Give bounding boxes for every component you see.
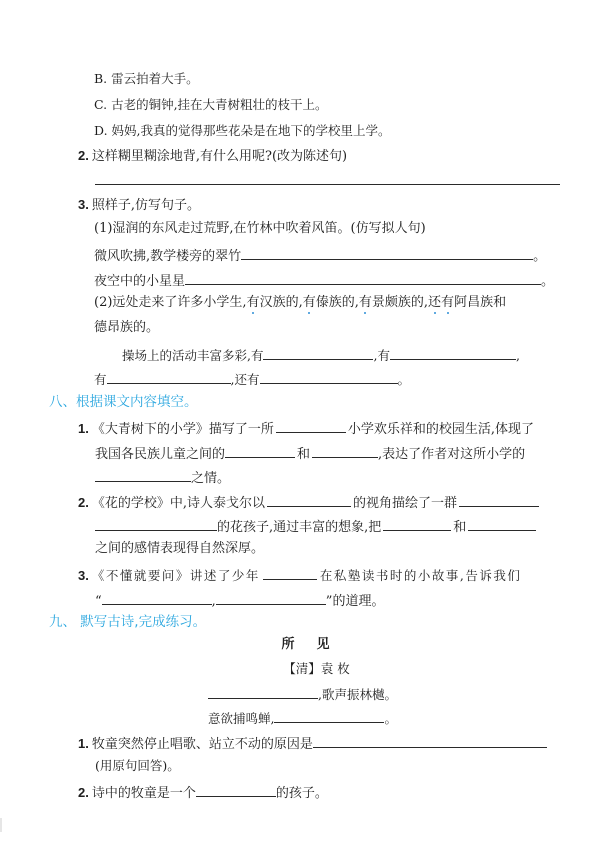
answer-blank[interactable]	[274, 708, 384, 723]
question-number: 1.	[78, 736, 89, 751]
s8-question-2-line3	[95, 540, 264, 558]
prompt-text: 汉族的,	[259, 295, 303, 310]
answer-blank[interactable]	[107, 369, 231, 384]
s8-question-1-line2	[95, 443, 525, 461]
prefix-text: 微风吹拂,教学楼旁的翠竹	[94, 249, 242, 264]
q3-part1-prompt	[94, 220, 426, 238]
s8-question-2-line1	[78, 492, 539, 510]
mid-text: ,还有	[230, 372, 260, 387]
question-number: 1.	[78, 421, 89, 436]
prompt-text: (2)远处走来了许多小学生,	[94, 295, 247, 310]
question-number: 3.	[78, 197, 89, 212]
mid-text: ,有	[373, 348, 390, 363]
answer-blank[interactable]	[263, 345, 373, 360]
poem-text: 意欲捕鸣蝉,	[208, 711, 275, 726]
q3-part2-prompt	[94, 294, 506, 312]
suffix-text: ,	[515, 348, 520, 363]
suffix-text: 。	[541, 274, 555, 289]
emphasized-char: 还	[428, 295, 442, 310]
text: (用原句回答)。	[95, 758, 180, 773]
question-text: 照样子,仿写句子。	[91, 198, 200, 213]
text: ,	[211, 594, 216, 609]
answer-blank[interactable]	[263, 565, 317, 580]
prefix-text: 夜空中的小星星	[94, 274, 186, 289]
s8-question-1-line1	[78, 418, 534, 436]
text: 和	[453, 520, 467, 535]
s8-question-3-line2	[95, 590, 384, 608]
q3-part1-line-b	[94, 270, 554, 288]
text: 诗中的牧童是一个	[91, 786, 196, 801]
answer-blank[interactable]	[95, 516, 217, 531]
prompt-text: 景颇族的,	[371, 295, 429, 310]
q3-part2-prompt-cont	[94, 319, 159, 337]
poem-text: 。	[384, 711, 397, 726]
answer-blank[interactable]	[208, 684, 318, 699]
poem-title-text: 所见	[281, 637, 352, 652]
answer-blank[interactable]	[390, 345, 516, 360]
answer-blank[interactable]	[241, 245, 533, 260]
emphasized-char: 有	[302, 295, 316, 310]
prompt-text: (1)湿润的东风走过荒野,在竹林中吹着风笛。(仿写拟人句)	[94, 221, 426, 236]
s9-question-1-line2	[95, 757, 180, 775]
answer-blank[interactable]	[312, 443, 378, 458]
question-3	[78, 196, 200, 214]
question-number: 2.	[78, 785, 89, 800]
answer-blank[interactable]	[313, 733, 547, 748]
text: 和	[297, 447, 311, 462]
poem-author	[10, 660, 613, 679]
answer-line[interactable]	[95, 184, 560, 185]
text: ”的道理。	[325, 594, 385, 609]
option-c	[94, 96, 328, 114]
section-8-title: 八、根据课文内容填空。	[49, 394, 198, 410]
suffix-text: 。	[397, 372, 411, 387]
q3-part2-answer-line1	[122, 345, 520, 363]
q3-part1-line-a	[94, 245, 546, 263]
option-d-text: D. 妈妈,我真的觉得那些花朵是在地下的学校里上学。	[94, 123, 391, 138]
answer-blank[interactable]	[196, 782, 276, 797]
text: 《不懂就要问》讲述了少年	[91, 568, 260, 583]
s8-question-1-line3	[95, 467, 230, 485]
question-number: 3.	[78, 568, 89, 583]
page-edge-mark	[0, 818, 2, 832]
answer-blank[interactable]	[95, 467, 191, 482]
suffix-text: 。	[533, 249, 547, 264]
answer-blank[interactable]	[459, 492, 539, 507]
s9-question-1-line1	[78, 733, 547, 751]
emphasized-char: 有	[246, 295, 260, 310]
s9-question-2-line1	[78, 782, 328, 800]
s8-question-2-line2	[95, 516, 536, 534]
text: 的视角描绘了一群	[352, 496, 457, 511]
text: 在私塾读书时的小故事,告诉我们	[319, 568, 522, 583]
poem-author-text: 【清】袁 枚	[283, 661, 350, 676]
text: 的花孩子,通过丰富的想象,把	[217, 520, 382, 535]
emphasized-char: 有	[358, 295, 372, 310]
text: 小学欢乐祥和的校园生活,体现了	[347, 422, 534, 437]
text: 之情。	[191, 471, 231, 486]
text: 我国各民族儿童之间的	[95, 447, 226, 462]
question-2	[78, 147, 347, 165]
option-b-text: B. 雷云拍着大手。	[94, 71, 199, 86]
prompt-text: 德昂族的。	[94, 320, 160, 335]
option-d	[94, 122, 391, 140]
prefix-text: 有	[94, 372, 107, 387]
answer-blank[interactable]	[468, 516, 536, 531]
question-text: 这样糊里糊涂地背,有什么用呢?(改为陈述句)	[91, 149, 348, 164]
text: 之间的感情表现得自然深厚。	[95, 541, 265, 556]
text: “	[95, 594, 102, 609]
text: ,表达了作者对这所小学的	[378, 447, 526, 462]
option-b	[94, 70, 199, 88]
text: 《大青树下的小学》描写了一所	[91, 422, 274, 437]
poem-title	[10, 636, 613, 654]
text: 的孩子。	[275, 786, 328, 801]
text: 牧童突然停止唱歌、站立不动的原因是	[91, 737, 313, 752]
text: 《花的学校》中,诗人泰戈尔以	[91, 496, 265, 511]
answer-blank[interactable]	[260, 369, 398, 384]
poem-text: ,歌声振林樾。	[318, 687, 397, 702]
section-9-title: 九、 默写古诗,完成练习。	[49, 614, 207, 630]
poem-line-1	[208, 684, 397, 702]
answer-blank[interactable]	[276, 418, 346, 433]
prompt-text: 阿昌族和	[454, 295, 507, 310]
answer-blank[interactable]	[102, 590, 212, 605]
emphasized-char: 有	[441, 295, 455, 310]
option-c-text: C. 古老的铜钟,挂在大青树粗壮的枝干上。	[94, 97, 328, 112]
question-number: 2.	[78, 148, 89, 163]
answer-blank[interactable]	[225, 443, 295, 458]
s8-question-3-line1	[78, 565, 521, 583]
answer-blank[interactable]	[383, 516, 451, 531]
answer-blank[interactable]	[185, 270, 541, 285]
poem-line-2	[208, 708, 397, 726]
answer-blank[interactable]	[267, 492, 351, 507]
q3-part2-answer-line2	[94, 369, 410, 387]
prompt-text: 傣族的,	[315, 295, 359, 310]
answer-blank[interactable]	[216, 590, 326, 605]
question-number: 2.	[78, 495, 89, 510]
prefix-text: 操场上的活动丰富多彩,有	[122, 348, 264, 363]
